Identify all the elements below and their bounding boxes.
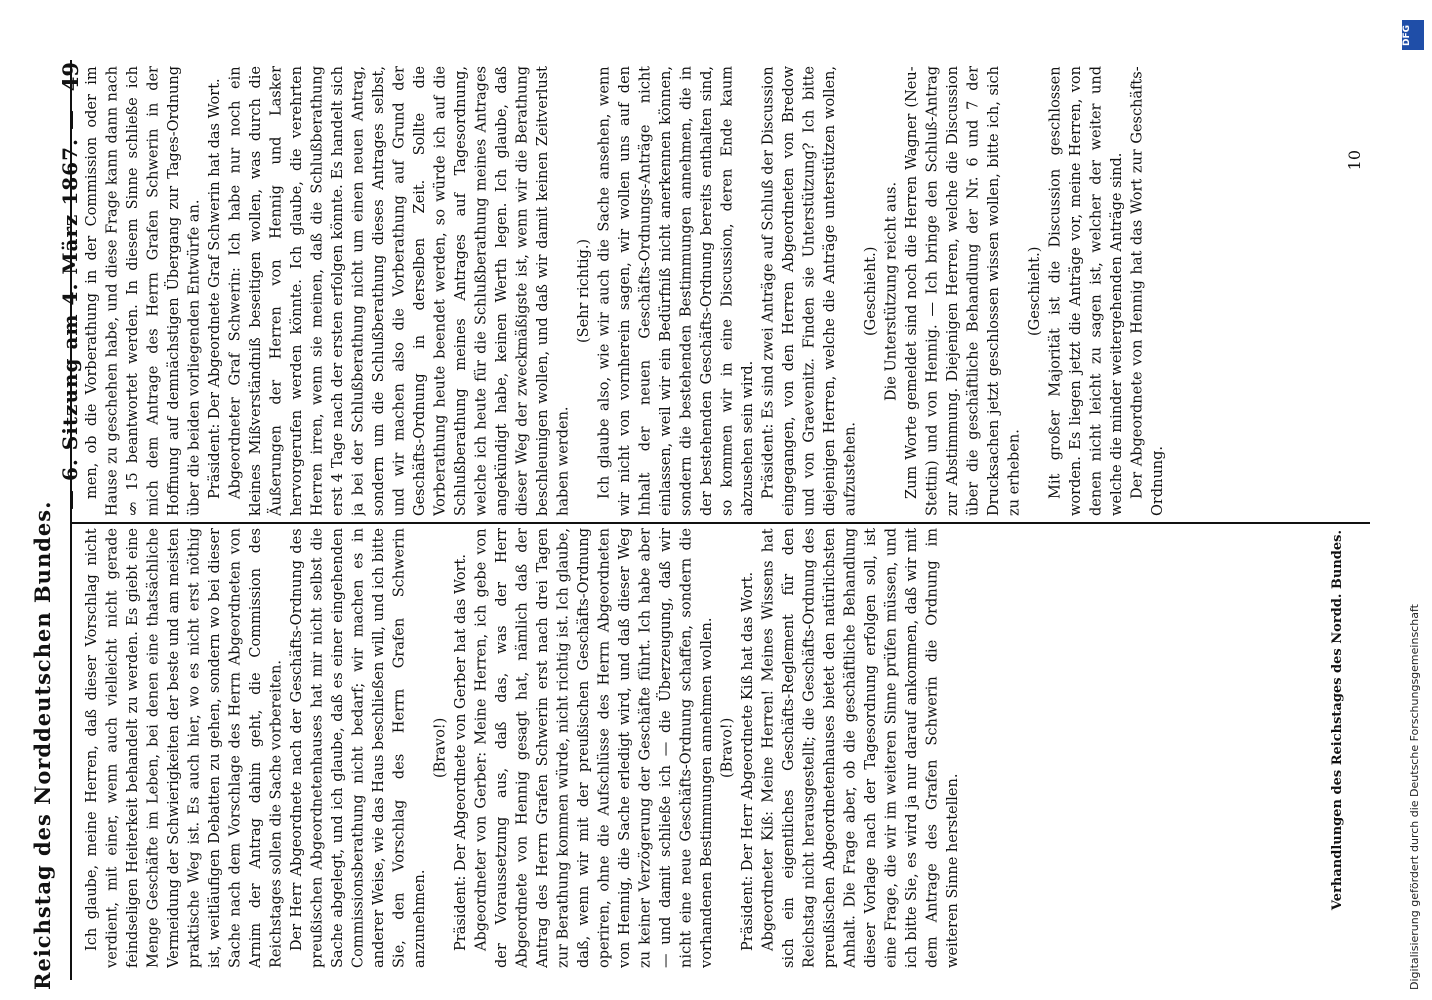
sheet-number: 10 [1345, 150, 1364, 171]
page-number: 49 [58, 62, 83, 92]
speech-kiss: Abgeordneter Kiß: Meine Herren! Meines Wissens hat sich ein eigentliches Geschäfts-Reglement für den Reichstag nicht herausgestellt; die Geschäfts-Ordnung des preußischen Abgeordnetenhauses bietet den natürlichsten Anhalt. Die Frage aber, ob die geschäftliche Behandlung dieser Vorlage nach der Tagesordnung erfolgen soll, ist eine Frage, die wir im weiteren Sinne prüfen müssen, und ich bitte Sie, es wird ja nur darauf ankommen, daß wir mit dem Antrage des Grafen Schwerin die Ordnung im weiteren Sinne herstellen. [760, 528, 961, 968]
president-statement: Präsident: Der Abgeordnete Graf Schwerin hat das Wort. [207, 77, 223, 499]
paragraph: men, ob die Vorberathung in der Commission oder im Hause zu geschehen habe, und diese Frage kann dann nach § 15 beantwortet werden. In diesem Sinne schließe ich mich dem Antrage des Herrn Grafen Schwerin in der Hoffnung auf demnächstigen Übergang zur Tages-Ordnung über die beiden vorliegenden Entwürfe an. [84, 66, 203, 516]
support-note: Die Unterstützung reicht aus. [883, 181, 900, 401]
footer-signature: Verhandlungen des Reichstages des Nordd. Bundes. [1330, 530, 1345, 911]
president-statement: Präsident: Der Herr Abgeordnete Kiß hat das Wort. [740, 571, 756, 951]
paragraph: Mit großer Majorität ist die Discussion geschlossen worden. Es liegen jetzt die Anträge vor, meine Herren, von denen nicht leicht zu sagen ist, welcher der weiter und welche die minder weitergehenden Anträge sind. [1047, 66, 1125, 516]
digitization-note: Digitalisierung gefördert durch die Deutsche Forschungsgemeinschaft [1408, 604, 1421, 990]
speech-schwerin: Abgeordneter Graf Schwerin: Ich habe nur noch ein kleines Mißverständniß beseitigen wollen, was durch die Äußerungen der Herren von Hennig und Lasker hervorgerufen werden könnte. Ich glaube, die verehrten Herren irren, wenn sie meinen, daß die Schlußberathung erst 4 Tage nach der ersten erfolgen könnte. Es handelt sich ja bei der Schlußberathung nicht um einen neuen Antrag, sondern um die Schlußberathung dieses Antrages selbst, und wir machen also die Vorberathung auf Grund der Geschäfts-Ordnung in derselben Zeit. Sollte die Vorberathung heute beendet werden, so würde ich auf die Schlußberathung meines Antrages auf Tagesordnung, welche ich heute für die Schlußberathung meines Antrages angekündigt habe, keinen Werth legen. Ich glaube, daß dieser Weg der zweckmäßigste ist, wenn wir die Berathung beschleunigen wollen, und daß wir damit keinen Zeitverlust haben werden. [227, 66, 572, 516]
text-column-left [82, 528, 1322, 968]
paragraph: Ich glaube also, wie wir auch die Sache ansehen, wenn wir nicht von vornherein sagen, wir wollen uns auf den Inhalt der neuen Geschäfts-Ordnungs-Anträge nicht einlassen, weil wir ein Bedürfniß nicht anerkennen können, sondern die bestehenden Bestimmungen annehmen, die in der bestehenden Geschäfts-Ordnung bereits enthalten sind, so kommen wir in eine Discussion, deren Ende kaum abzusehen sein wird. [596, 66, 756, 516]
paragraph: Zum Worte gemeldet sind noch die Herren Wagner (Neu-Stettin) und von Hennig. — Ich bringe den Schluß-Antrag zur Abstimmung. Diejenigen Herren, welche die Discussion über die geschäftliche Behandlung der Nr. 6 und 7 der Drucksachen jetzt geschlossen wissen wollen, bitte ich, sich zu erheben. [904, 66, 1023, 516]
column-divider [70, 522, 1370, 524]
paragraph: Der Abgeordnete von Hennig hat das Wort zur Geschäfts-Ordnung. [1129, 66, 1166, 516]
interjection: (Sehr richtig.) [576, 238, 592, 344]
paragraph: Der Herr Abgeordnete nach der Geschäfts-Ordnung des preußischen Abgeordnetenhauses hat mir nicht selbst die Sache abgelegt, und ich glaube, daß es einer eingehenden Commissionsberathung nicht bedarf; wir machen es in anderer Weise, wie das Haus beschließen will, und ich bitte Sie, den Vorschlag des Herrn Grafen Schwerin anzunehmen. [289, 528, 428, 968]
text-column-right [82, 66, 1322, 516]
running-title-session: — 6. Sitzung am 4. März 1867. — [58, 109, 82, 510]
interjection: (Bravo!) [432, 717, 449, 779]
interjection: (Bravo!) [719, 717, 736, 779]
president-statement: Präsident: Der Abgeordnete von Gerber hat das Wort. [453, 553, 469, 951]
running-title-left: Reichstag des Norddeutschen Bundes. [30, 500, 55, 990]
speech-gerber: Abgeordneter von Gerber: Meine Herren, ich gebe von der Voraussetzung aus, daß das, was der Herr Abgeordnete von Hennig gesagt hat, nämlich daß der Antrag des Herrn Grafen Schwerin erst nach drei Tagen zur Berathung kommen würde, nicht richtig ist. Ich glaube, daß, wenn wir mit der preußischen Geschäfts-Ordnung operiren, ohne die Aufschlüsse des Herrn Abgeordneten von Hennig, die Sache erledigt wird, und daß dieser Weg zu keiner Verzögerung der Geschäfte führt. Ich habe aber — und damit schließe ich — die Überzeugung, daß wir nicht eine neue Geschäfts-Ordnung schaffen, sondern die vorhandenen Bestimmungen annehmen wollen. [473, 528, 715, 968]
interjection: (Geschieht.) [1027, 246, 1043, 336]
dfg-logo: DFG [1402, 20, 1424, 50]
paragraph: Ich glaube, meine Herren, daß dieser Vorschlag nicht verdient, mit einer, wenn auch vielleicht nicht gerade feindseligen Heiterkeit behandelt zu werden. Es giebt eine Menge Geschäfte im Leben, bei denen eine thatsächliche Vermeidung der Schwierigkeiten der beste und am meisten praktische Weg ist. Es auch hier, wo es nicht erst nöthig ist, weitläufigen Debatten zu gehen, sondern wo bei dieser Sache nach dem Vorschlage des Herrn Abgeordneten von Arnim der Antrag dahin geht, die Commission des Reichstages sollen die Sache vorbereiten. [84, 528, 285, 968]
interjection: (Geschieht.) [863, 246, 879, 336]
president-statement: Präsident: Es sind zwei Anträge auf Schluß der Discussion eingegangen, von den Herren Abgeordneten von Bredow und von Graevenitz. Finden sie Unterstützung? Ich bitte diejenigen Herren, welche die Anträge unterstützen wollen, aufzustehen. [760, 66, 859, 516]
